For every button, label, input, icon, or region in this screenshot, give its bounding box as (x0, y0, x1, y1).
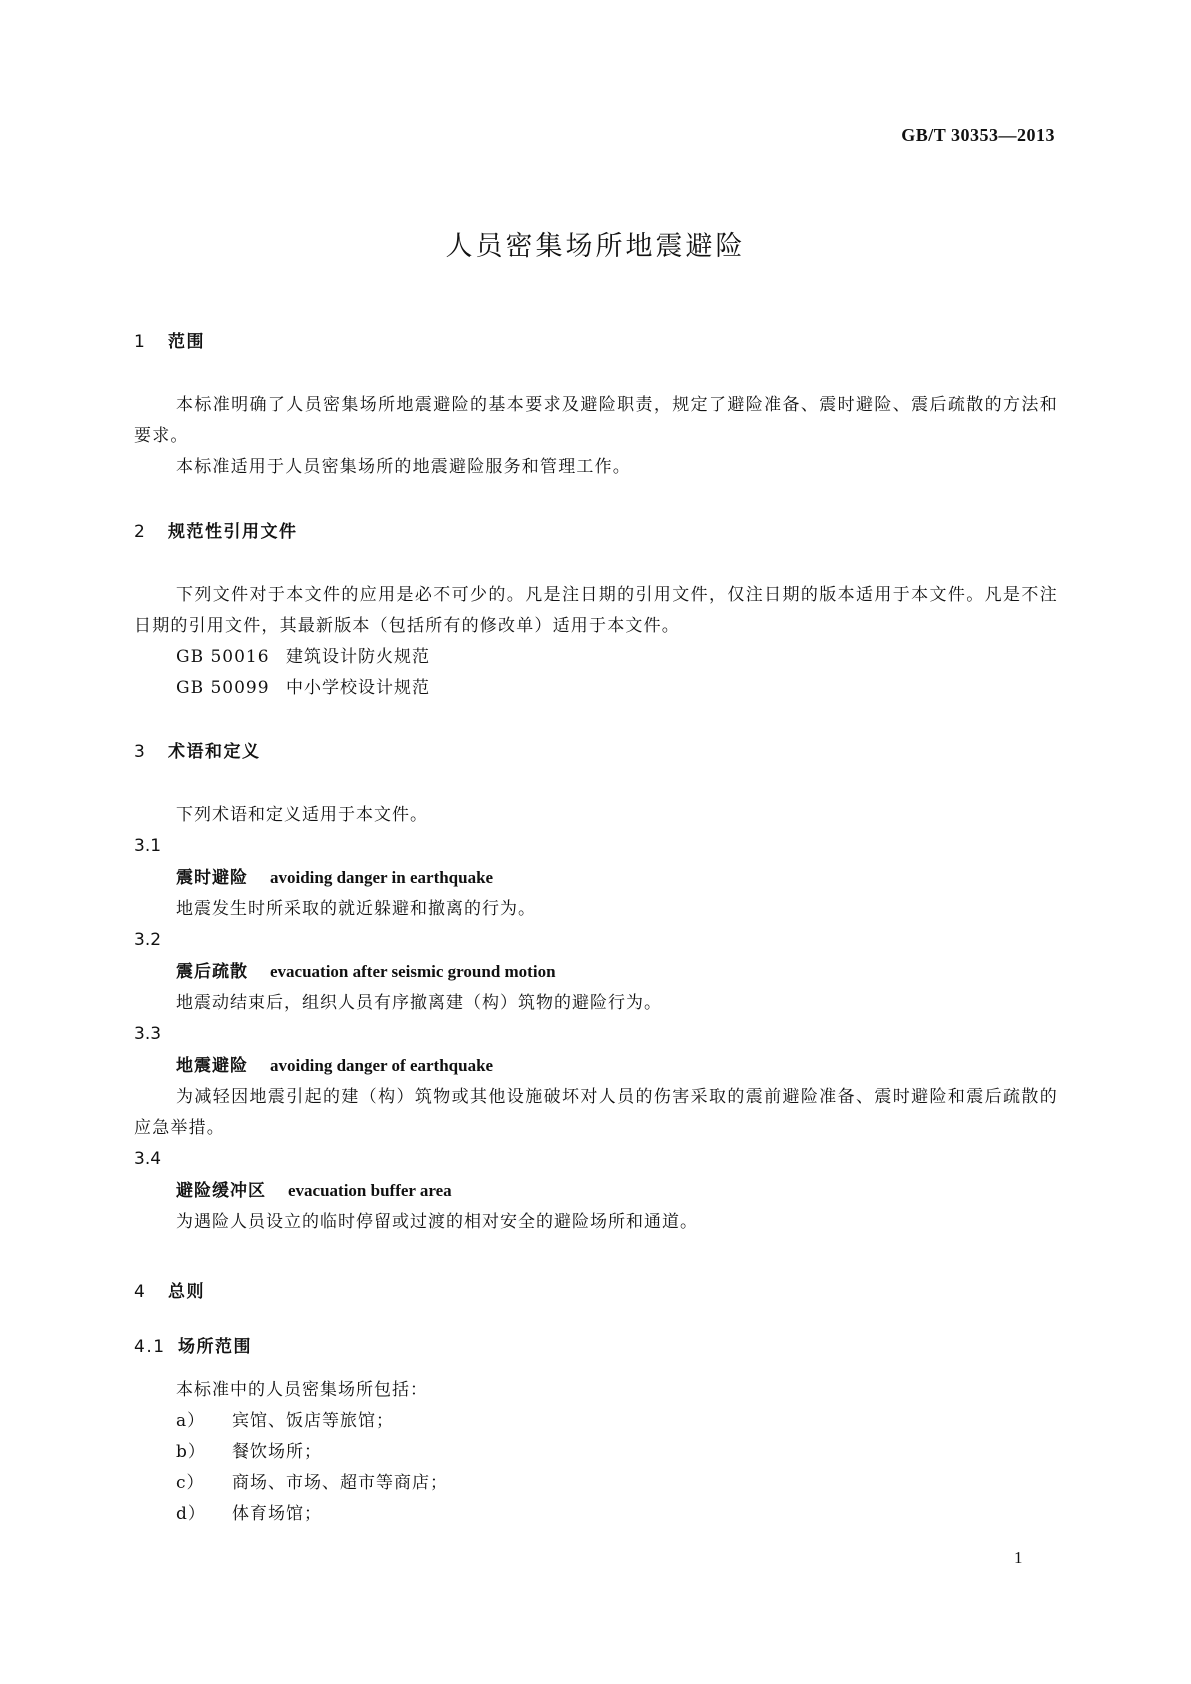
section-1-body (134, 390, 1058, 483)
list-text: 餐饮场所； (232, 1442, 322, 1462)
reference-code: GB 50099 (176, 678, 270, 698)
clause-number: 3.2 (134, 930, 162, 950)
section-number: 3 (134, 742, 147, 762)
list-item (134, 1499, 1058, 1530)
paragraph: 下列术语和定义适用于本文件。 (176, 805, 428, 825)
term-zh: 避险缓冲区 (176, 1181, 266, 1201)
term-zh: 地震避险 (176, 1056, 248, 1076)
list-marker: b） (176, 1442, 206, 1462)
list-text: 宾馆、饭店等旅馆； (232, 1411, 394, 1431)
term-entry (134, 1175, 1058, 1207)
clause-number: 3.3 (134, 1024, 162, 1044)
standard-number: GB/T 30353—2013 (901, 125, 1055, 145)
term-definition: 地震动结束后，组织人员有序撤离建（构）筑物的避险行为。 (176, 993, 662, 1013)
term-zh: 震时避险 (176, 868, 248, 888)
section-4-1-body (134, 1375, 1058, 1530)
list-item (134, 1468, 1058, 1499)
section-4-1-heading (134, 1335, 1058, 1359)
section-3-heading (134, 740, 1058, 764)
section-2-body (134, 580, 1058, 704)
section-title: 范围 (168, 332, 205, 352)
term-en: avoiding danger in earthquake (270, 868, 494, 887)
list-marker: a） (176, 1411, 206, 1431)
list-marker: d） (176, 1504, 206, 1524)
section-number: 4 (134, 1282, 147, 1302)
subsection-number: 4.1 (134, 1337, 166, 1357)
section-number: 2 (134, 522, 147, 542)
term-entry (134, 956, 1058, 988)
list-item (134, 1406, 1058, 1437)
section-number: 1 (134, 332, 147, 352)
document-title: 人员密集场所地震避险 (445, 231, 746, 262)
clause-number: 3.4 (134, 1149, 162, 1169)
section-1-heading (134, 330, 1058, 354)
list-marker: c） (176, 1473, 205, 1493)
page-number: 1 (1014, 1548, 1023, 1567)
paragraph: 本标准中的人员密集场所包括： (176, 1380, 428, 1400)
section-4-heading (134, 1280, 1058, 1304)
paragraph: 本标准适用于人员密集场所的地震避险服务和管理工作。 (176, 457, 631, 477)
term-definition: 地震发生时所采取的就近躲避和撤离的行为。 (176, 899, 536, 919)
subsection-title: 场所范围 (178, 1337, 252, 1357)
term-definition: 为减轻因地震引起的建（构）筑物或其他设施破坏对人员的伤害采取的震前避险准备、震时避险和震后疏散的应急举措。 (134, 1087, 1058, 1138)
term-entry (134, 862, 1058, 894)
list-text: 体育场馆； (232, 1504, 322, 1524)
term-zh: 震后疏散 (176, 962, 248, 982)
reference-name: 中小学校设计规范 (286, 678, 430, 698)
paragraph: 本标准明确了人员密集场所地震避险的基本要求及避险职责，规定了避险准备、震时避险、震后疏散的方法和要求。 (134, 395, 1058, 446)
term-entry (134, 1050, 1058, 1082)
section-title: 术语和定义 (168, 742, 261, 762)
term-definition: 为遇险人员设立的临时停留或过渡的相对安全的避险场所和通道。 (176, 1212, 698, 1232)
list-item (134, 1437, 1058, 1468)
paragraph: 下列文件对于本文件的应用是必不可少的。凡是注日期的引用文件，仅注日期的版本适用于本文件。凡是不注日期的引用文件，其最新版本（包括所有的修改单）适用于本文件。 (134, 585, 1058, 636)
section-title: 总则 (168, 1282, 205, 1302)
list-text: 商场、市场、超市等商店； (232, 1473, 448, 1493)
reference-name: 建筑设计防火规范 (286, 647, 430, 667)
section-title: 规范性引用文件 (168, 522, 298, 542)
normative-reference (134, 642, 1058, 673)
term-en: avoiding danger of earthquake (270, 1056, 494, 1075)
section-2-heading (134, 520, 1058, 544)
section-3-body (134, 800, 1058, 1238)
clause-number: 3.1 (134, 836, 162, 856)
term-en: evacuation after seismic ground motion (270, 962, 556, 981)
normative-reference (134, 673, 1058, 704)
reference-code: GB 50016 (176, 647, 270, 667)
term-en: evacuation buffer area (288, 1181, 452, 1200)
